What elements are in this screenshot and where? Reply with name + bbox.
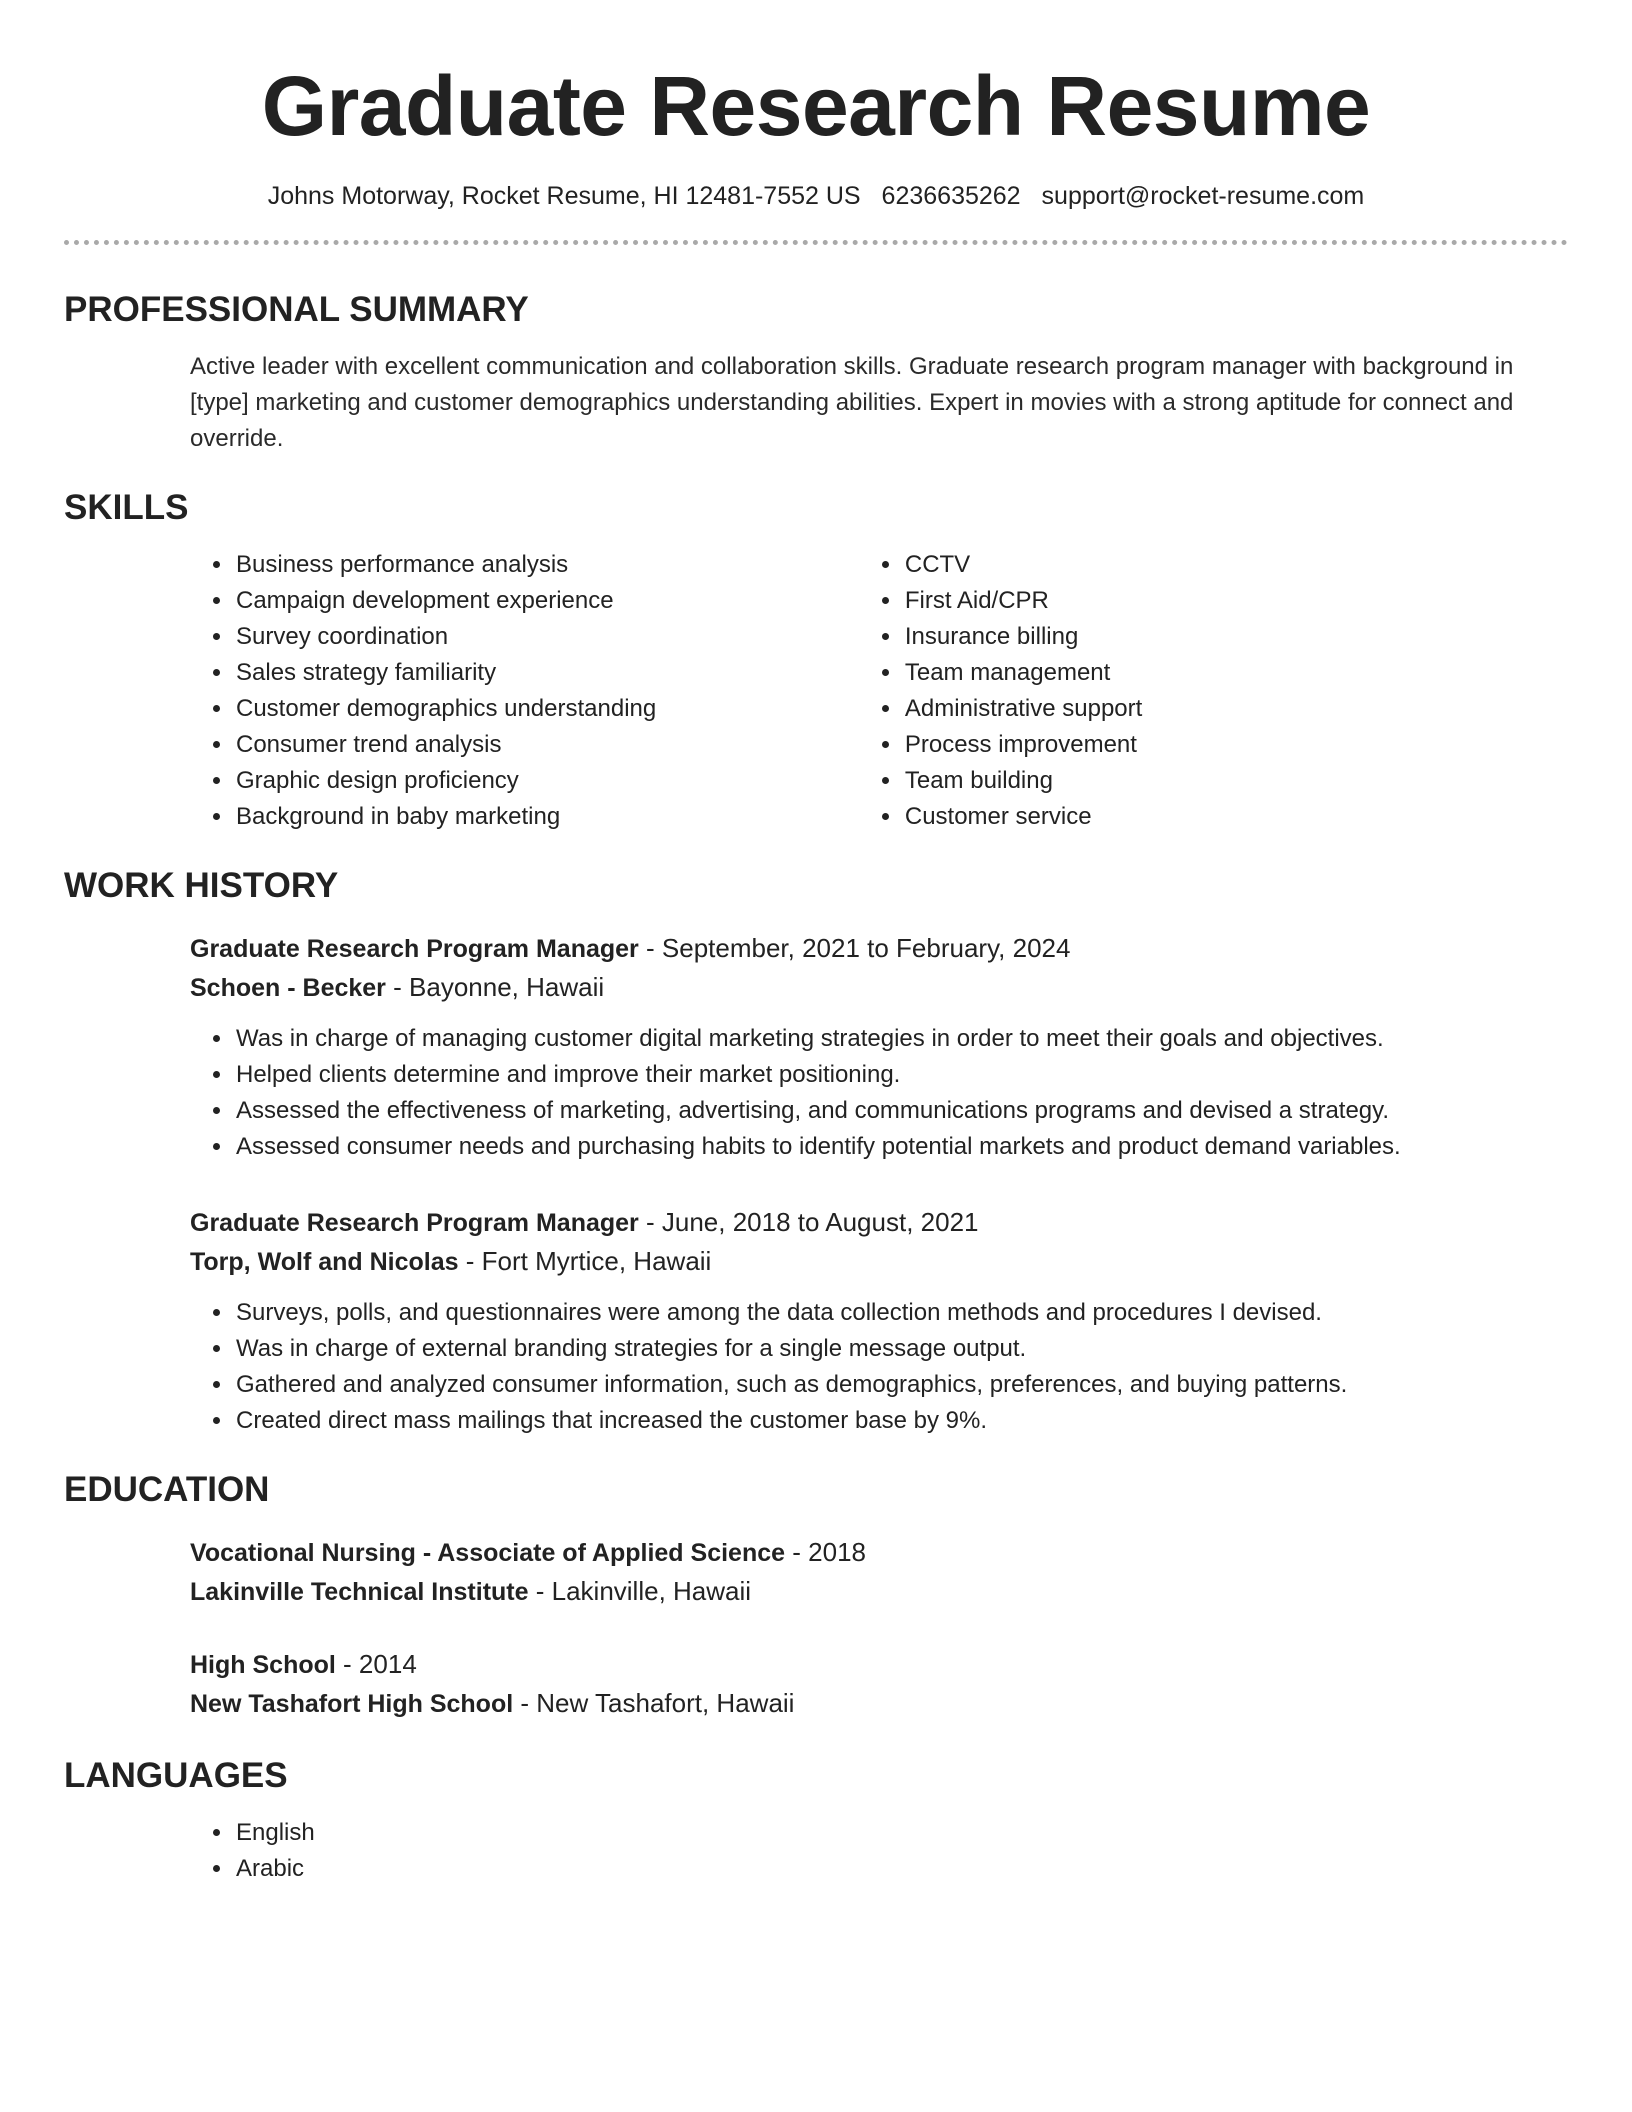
language-item: • English (234, 1815, 1568, 1851)
job-company-line (64, 968, 1568, 1007)
job-dates: - September, 2021 to February, 2024 (638, 933, 1071, 963)
education-degree: Vocational Nursing - Associate of Applied Science (190, 1539, 786, 1567)
job-dates: - June, 2018 to August, 2021 (638, 1207, 979, 1237)
job-role: Graduate Research Program Manager (190, 1209, 639, 1237)
contact-phone: 6236635262 (881, 182, 1021, 210)
skill-item: • Sales strategy familiarity (234, 655, 733, 691)
skills-section (64, 487, 1568, 835)
education-school: Lakinville Technical Institute (190, 1578, 529, 1606)
education-school: New Tashafort High School (190, 1690, 514, 1718)
education-entry (64, 1533, 1568, 1611)
contact-line (64, 180, 1568, 212)
languages-list (64, 1815, 1568, 1887)
education-heading: EDUCATION (64, 1470, 270, 1509)
education-degree-line (64, 1645, 1568, 1684)
skill-item: • Consumer trend analysis (234, 727, 733, 763)
job-bullets (64, 1021, 1568, 1165)
education-location: - New Tashafort, Hawaii (513, 1688, 795, 1718)
job-role: Graduate Research Program Manager (190, 935, 639, 963)
job-company: Torp, Wolf and Nicolas (190, 1248, 459, 1276)
education-entry (64, 1645, 1568, 1723)
job-bullet: • Was in charge of external branding strategies for a single message output. (234, 1331, 1568, 1367)
skills-columns (64, 547, 1568, 835)
skills-list-left (64, 547, 733, 835)
skill-item: • Business performance analysis (234, 547, 733, 583)
skill-item: • Team management (903, 655, 1568, 691)
job-bullet: • Gathered and analyzed consumer information, such as demographics, preferences, and buying patterns. (234, 1367, 1568, 1403)
skill-item: • Campaign development experience (234, 583, 733, 619)
education-location: - Lakinville, Hawaii (528, 1576, 752, 1606)
job-title-line (64, 929, 1568, 968)
skill-item: • Customer service (903, 799, 1568, 835)
job-bullet: • Helped clients determine and improve their market positioning. (234, 1057, 1568, 1093)
job-bullet: • Surveys, polls, and questionnaires were among the data collection methods and procedures I devised. (234, 1295, 1568, 1331)
contact-email: support@rocket-resume.com (1041, 182, 1365, 210)
work-section (64, 865, 1568, 1439)
skill-item: • Administrative support (903, 691, 1568, 727)
job-bullet: • Assessed consumer needs and purchasing habits to identify potential markets and product demand variables. (234, 1129, 1568, 1165)
job-company: Schoen - Becker (190, 974, 386, 1002)
job-entry (64, 1203, 1568, 1439)
summary-heading: PROFESSIONAL SUMMARY (64, 290, 529, 329)
summary-text: Active leader with excellent communication and collaboration skills. Graduate research program manager with background in [type] marketing and customer demographics understanding abilities. Expert in movies with a strong aptitude for connect and override. (190, 353, 1514, 452)
job-title-line (64, 1203, 1568, 1242)
skill-item: • Team building (903, 763, 1568, 799)
skill-item: • Insurance billing (903, 619, 1568, 655)
education-degree: High School (190, 1651, 336, 1679)
skills-list-right (733, 547, 1568, 835)
skill-item: • Survey coordination (234, 619, 733, 655)
work-heading: WORK HISTORY (64, 866, 339, 905)
education-school-line (64, 1572, 1568, 1611)
education-year: - 2014 (335, 1649, 417, 1679)
summary-section (64, 289, 1568, 457)
education-school-line (64, 1684, 1568, 1723)
languages-heading: LANGUAGES (64, 1756, 288, 1795)
languages-section (64, 1755, 1568, 1887)
skill-item: • First Aid/CPR (903, 583, 1568, 619)
skill-item: • Customer demographics understanding (234, 691, 733, 727)
education-section (64, 1469, 1568, 1723)
header-divider (64, 240, 1568, 245)
job-bullet: • Was in charge of managing customer digital marketing strategies in order to meet their goals and objectives. (234, 1021, 1568, 1057)
skill-item: • Process improvement (903, 727, 1568, 763)
education-degree-line (64, 1533, 1568, 1572)
skill-item: • CCTV (903, 547, 1568, 583)
language-item: • Arabic (234, 1851, 1568, 1887)
resume-title: Graduate Research Resume (261, 59, 1371, 153)
skill-item: • Graphic design proficiency (234, 763, 733, 799)
job-bullet: • Assessed the effectiveness of marketing, advertising, and communications programs and devised a strategy. (234, 1093, 1568, 1129)
skill-item: • Background in baby marketing (234, 799, 733, 835)
job-company-line (64, 1242, 1568, 1281)
contact-address: Johns Motorway, Rocket Resume, HI 12481-7552 US (267, 182, 861, 210)
job-bullets (64, 1295, 1568, 1439)
education-year: - 2018 (785, 1537, 866, 1567)
skills-heading: SKILLS (64, 488, 189, 527)
job-location: - Fort Myrtice, Hawaii (458, 1246, 712, 1276)
job-bullet: • Created direct mass mailings that increased the customer base by 9%. (234, 1403, 1568, 1439)
job-entry (64, 929, 1568, 1165)
job-location: - Bayonne, Hawaii (385, 972, 605, 1002)
